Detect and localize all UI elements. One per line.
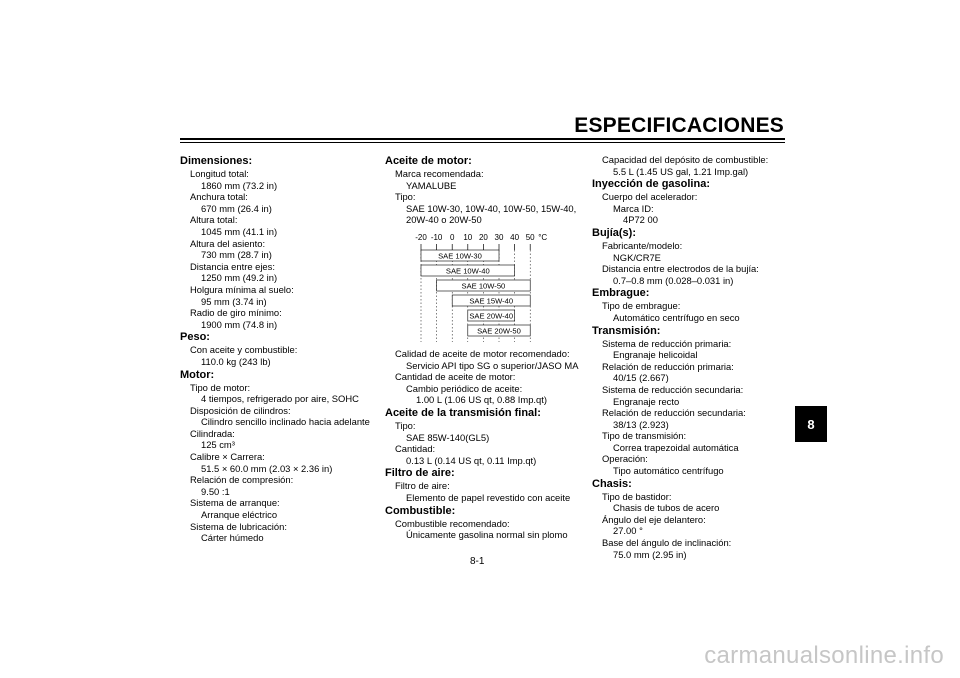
section-heading: Dimensiones: [180,155,253,167]
spec-value: 75.0 mm (2.95 in) [613,548,687,560]
spec-label: Tipo: [395,419,416,431]
spec-value: YAMALUBE [406,179,457,191]
spec-value: Elemento de papel revestido con aceite [406,491,571,503]
spec-value: 1045 mm (41.1 in) [201,225,278,237]
spec-label: Combustible recomendado: [395,517,510,529]
header-rule [180,138,785,140]
spec-value: Arranque eléctrico [201,509,278,521]
spec-label: Relación de compresión: [190,474,294,486]
spec-label: Cantidad: [395,443,436,455]
spec-label: Tipo de embrague: [602,300,681,312]
spec-label: Sistema de lubricación: [190,520,287,532]
spec-value: NGK/CR7E [613,251,661,263]
spec-value: Correa trapezoidal automática [613,441,739,453]
chart-bar-label: SAE 20W-50 [477,326,521,336]
header-rule-thin [180,142,785,143]
spec-label: Altura del asiento: [190,237,266,249]
spec-value: 20W-40 o 20W-50 [406,214,482,226]
spec-label: Ángulo del eje delantero: [602,513,706,525]
spec-label: Marca recomendada: [395,168,484,179]
spec-value: 730 mm (28.7 in) [201,249,272,261]
chapter-tab: 8 [795,406,827,442]
spec-label: Tipo de motor: [190,381,251,393]
page-title: ESPECIFICACIONES [574,114,784,137]
spec-label: Relación de reducción secundaria: [602,407,746,419]
spec-value: Cambio periódico de aceite: [406,382,523,394]
section-heading: Embrague: [592,287,650,300]
spec-value: 0.13 L (0.14 US qt, 0.11 Imp.qt) [406,454,537,466]
spec-value: 4P72 00 [623,214,658,226]
section-heading: Peso: [180,331,210,344]
section-heading: Combustible: [385,504,456,517]
chart-bar-label: SAE 10W-30 [438,251,482,261]
section-heading: Motor: [180,368,215,381]
spec-value: Marca ID: [613,202,654,214]
chart-tick-label: 30 [494,232,504,242]
spec-label: Altura total: [190,214,238,226]
spec-label: Holgura mínima al suelo: [190,283,294,295]
section-heading: Aceite de la transmisión final: [385,406,541,419]
column-right [592,154,792,560]
spec-label: Calidad de aceite de motor recomendado: [395,347,570,359]
spec-label: Operación: [602,453,648,465]
spec-label: Cuerpo del acelerador: [602,191,698,203]
spec-value: Tipo automático centrífugo [613,465,724,477]
spec-label: Calibre × Carrera: [190,451,265,463]
spec-value: 0.7–0.8 mm (0.028–0.031 in) [613,274,734,286]
spec-value: Únicamente gasolina normal sin plomo [406,529,568,541]
chart-bar-label: SAE 10W-40 [445,266,490,276]
spec-label: Filtro de aire: [395,480,450,492]
spec-label: Disposición de cilindros: [190,404,291,416]
spec-value: SAE 85W-140(GL5) [406,431,490,443]
spec-value: SAE 10W-30, 10W-40, 10W-50, 15W-40, [406,202,577,214]
spec-label: Anchura total: [190,191,248,203]
column-middle [385,154,585,541]
spec-value: 670 mm (26.4 in) [201,202,272,214]
chart-tick-label: -20 [415,232,427,242]
spec-value: Cárter húmedo [201,532,264,544]
chart-tick-label: 20 [478,232,488,242]
spec-label: Capacidad del depósito de combustible: [602,154,769,165]
spec-value: 5.5 L (1.45 US gal, 1.21 Imp.gal) [613,165,749,177]
spec-label: Tipo de transmisión: [602,430,687,442]
section-heading: Filtro de aire: [385,467,455,480]
spec-value: 9.50 :1 [201,485,230,497]
oil-viscosity-chart [409,230,569,344]
spec-label: Sistema de reducción primaria: [602,337,732,349]
spec-value: 1250 mm (49.2 in) [201,272,278,284]
spec-value: 1.00 L (1.06 US qt, 0.88 Imp.qt) [416,394,547,406]
spec-value: 1900 mm (74.8 in) [201,318,278,330]
chart-unit-label: °C [538,232,548,242]
spec-value: 27.00 ° [613,525,643,537]
spec-value: Servicio API tipo SG o superior/JASO MA [406,359,579,371]
spec-value: 38/13 (2.923) [613,418,669,430]
chart-tick-label: 10 [463,232,473,242]
spec-label: Distancia entre electrodos de la bujía: [602,263,759,275]
spec-value: Cilindro sencillo inclinado hacia adelante [201,416,370,428]
column-left [180,154,380,544]
spec-value: 95 mm (3.74 in) [201,295,267,307]
spec-value: Chasis de tubos de acero [613,502,720,514]
spec-value: 51.5 × 60.0 mm (2.03 × 2.36 in) [201,462,333,474]
spec-label: Distancia entre ejes: [190,260,275,272]
chart-tick-label: -10 [430,232,443,242]
watermark: carmanualsonline.info [704,642,944,669]
chart-tick-label: 50 [525,232,535,242]
spec-label: Fabricante/modelo: [602,239,683,251]
section-heading: Chasis: [592,477,632,490]
chart-tick-label: 0 [449,232,455,242]
spec-value: 110.0 kg (243 lb) [201,355,271,367]
chart-tick-label: 40 [510,232,520,242]
section-heading: Inyección de gasolina: [592,178,710,191]
spec-label: Sistema de reducción secundaria: [602,383,744,395]
page-number: 8-1 [470,556,485,567]
spec-value: 125 cm³ [201,439,235,451]
spec-value: Engranaje helicoidal [613,349,698,361]
spec-value: 4 tiempos, refrigerado por aire, SOHC [201,393,359,405]
spec-label: Con aceite y combustible: [190,344,298,356]
section-heading: Aceite de motor: [385,155,472,167]
spec-value: Engranaje recto [613,395,680,407]
chart-bar-label: SAE 15W-40 [469,296,514,306]
spec-label: Tipo: [395,191,416,203]
spec-label: Radio de giro mínimo: [190,307,282,319]
spec-value: Automático centrífugo en seco [613,311,740,323]
spec-label: Cantidad de aceite de motor: [395,371,516,383]
spec-label: Cilindrada: [190,427,235,439]
spec-label: Base del ángulo de inclinación: [602,537,732,549]
section-heading: Transmisión: [592,324,661,337]
spec-label: Sistema de arranque: [190,497,280,509]
section-heading: Bujía(s): [592,226,636,239]
spec-label: Longitud total: [190,168,249,179]
chart-bar-label: SAE 10W-50 [461,281,506,291]
chart-bar-label: SAE 20W-40 [469,311,514,321]
spec-value: 40/15 (2.667) [613,372,669,384]
spec-value: 1860 mm (73.2 in) [201,179,278,191]
spec-label: Tipo de bastidor: [602,490,672,502]
spec-label: Relación de reducción primaria: [602,360,734,372]
